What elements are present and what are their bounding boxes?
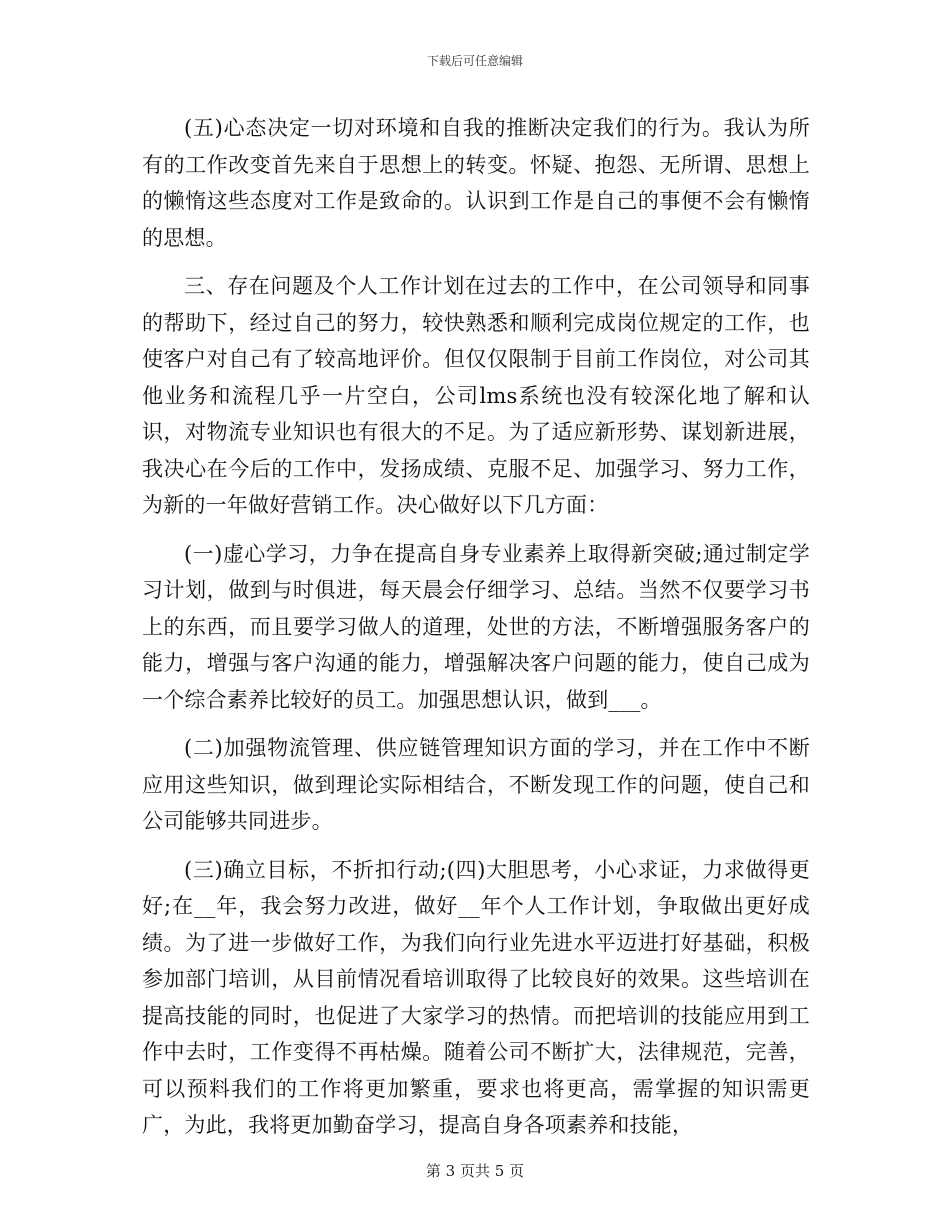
paragraph-mindset: (五)心态决定一切对环境和自我的推断决定我们的行为。我认为所有的工作改变首先来自于思想上的转变。怀疑、抱怨、无所谓、思想上的懒惰这些态度对工作是致命的。认识到工作是自己的事便不会有懒惰的思想。 [142,116,810,250]
paragraph-logistics: (二)加强物流管理、供应链管理知识方面的学习，并在工作中不断应用这些知识，做到理论实际相结合，不断发现工作的问题，使自己和公司能够共同进步。 [142,736,810,833]
document-body [142,110,810,1156]
paragraph-problems-and-plan: 三、存在问题及个人工作计划在过去的工作中，在公司领导和同事的帮助下，经过自己的努力，较快熟悉和顺利完成岗位规定的工作，也使客户对自己有了较高地评价。但仅仅限制于目前工作岗位，对公司其他业务和流程几乎一片空白，公司lms系统也没有较深化地了解和认识，对物流专业知识也有很大的不足。为了适应新形势、谋划新进展，我决心在今后的工作中，发扬成绩、克服不足、加强学习、努力工作，为新的一年做好营销工作。决心做好以下几方面： [142,274,810,517]
paragraph-study: (一)虚心学习，力争在提高自身专业素养上取得新突破;通过制定学习计划，做到与时俱进，每天晨会仔细学习、总结。当然不仅要学习书上的东西，而且要学习做人的道理，处世的方法，不断增强服务客户的能力，增强与客户沟通的能力，增强解决客户问题的能力，使自己成为一个综合素养比较好的员工。加强思想认识，做到___。 [142,541,810,712]
page-number: 第 3 页共 5 页 [425,1162,525,1180]
page-header: 下载后可任意编辑 [426,54,523,68]
paragraph-goals-training: (三)确立目标，不折扣行动;(四)大胆思考，小心求证，力求做得更好;在__年，我会努力改进，做好__年个人工作计划，争取做出更好成绩。为了进一步做好工作，为我们向行业先进水平迈进打好基础，积极参加部门培训，从目前情况看培训取得了比较良好的效果。这些培训在提高技能的同时，也促进了大家学习的热情。而把培训的技能应用到工作中去时，工作变得不再枯燥。随着公司不断扩大，法律规范，完善，可以预料我们的工作将更加繁重，要求也将更高，需掌握的知识需更广，为此，我将更加勤奋学习，提高自身各项素养和技能， [142,857,810,1137]
